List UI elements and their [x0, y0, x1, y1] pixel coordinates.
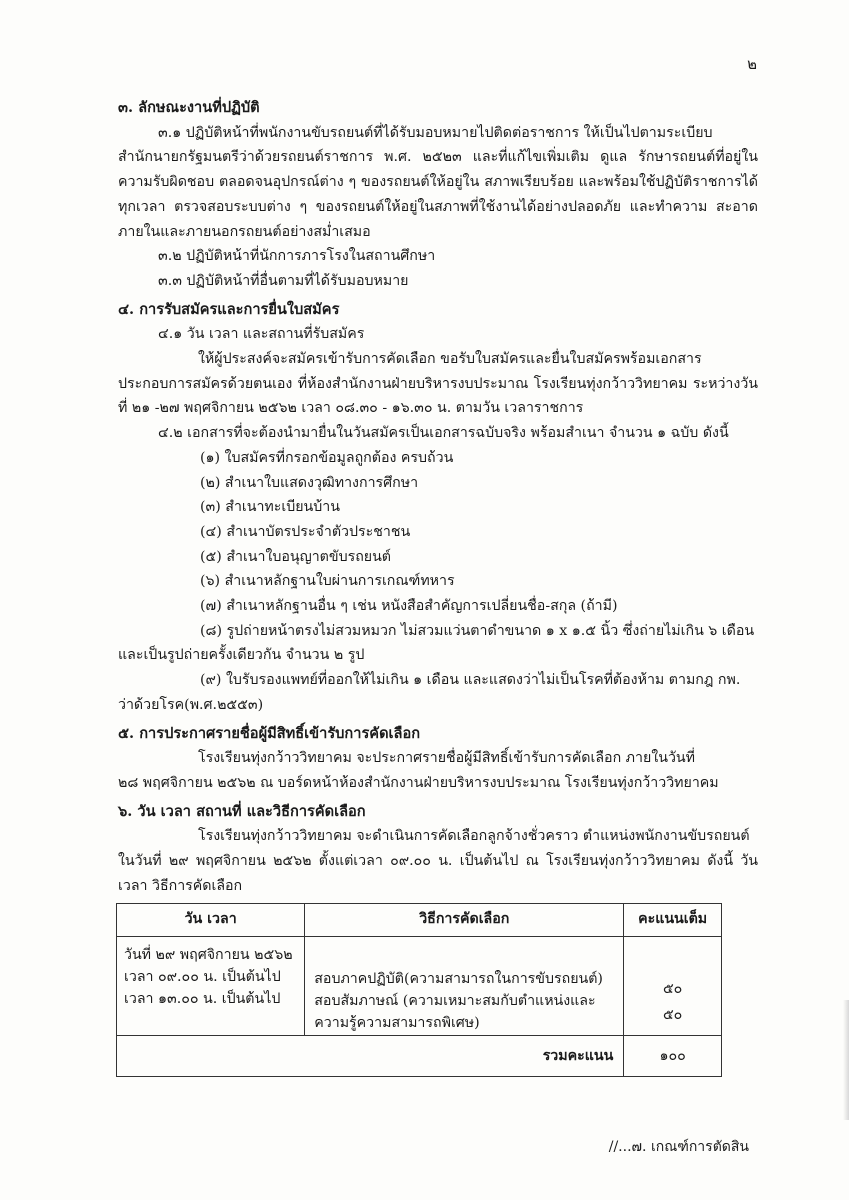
- date-line-3: เวลา ๑๓.๐๐ น. เป็นต้นไป: [124, 990, 281, 1007]
- section-4-1-title: ๔.๑ วัน เวลา และสถานที่รับสมัคร: [158, 326, 365, 343]
- table-header-row: [117, 903, 722, 936]
- section-6-heading: ๖. วัน เวลา สถานที่ และวิธีการคัดเลือก: [118, 802, 366, 820]
- section-3-1: [118, 121, 758, 245]
- section-4-heading: ๔. การรับสมัครและการยื่นใบสมัคร: [118, 300, 340, 318]
- section-3-1-line1: ๓.๑ ปฏิบัติหน้าที่พนักงานขับรถยนต์ที่ได้รับมอบหมายไปติดต่อราชการ ให้เป็นไปตามระเบียบ: [158, 124, 713, 141]
- cell-date-time: [117, 936, 305, 1035]
- date-line-2: เวลา ๐๙.๐๐ น. เป็นต้นไป: [124, 968, 281, 985]
- section-6-rest: ในวันที่ ๒๙ พฤศจิกายน ๒๕๖๒ ตั้งแต่เวลา ๐๙.๐๐ น. เป็นต้นไป ณ โรงเรียนทุ่งกว้าววิทยาคม ดังนี้ วัน เวลา วิธีการคัดเลือก: [118, 853, 758, 894]
- section-4-1-line1: ให้ผู้ประสงค์จะสมัครเข้ารับการคัดเลือก ขอรับใบสมัครและยื่นใบสมัครพร้อมเอกสาร: [198, 351, 702, 368]
- doc-item-9-line2: ว่าด้วยโรค(พ.ศ.๒๕๕๓): [118, 696, 264, 713]
- section-5-line2: ๒๘ พฤศจิกายน ๒๕๖๒ ณ บอร์ดหน้าห้องสำนักงานฝ่ายบริหารงบประมาณ โรงเรียนทุ่งกว้าววิทยาคม: [118, 774, 719, 791]
- header-method: วิธีการคัดเลือก: [305, 903, 624, 936]
- section-3-2: ๓.๒ ปฏิบัติหน้าที่นักการภารโรงในสถานศึกษา: [158, 248, 436, 265]
- section-5-heading: ๕. การประกาศรายชื่อผู้มีสิทธิ์เข้ารับการคัดเลือก: [118, 724, 421, 742]
- score-practical: ๕๐: [662, 980, 683, 997]
- page-number: ๒: [747, 55, 757, 73]
- section-3-1-rest: สำนักนายกรัฐมนตรีว่าด้วยรถยนต์ราชการ พ.ศ. ๒๕๒๓ และที่แก้ไขเพิ่มเติม ดูแล รักษารถยนต์ที่อยู่ในความรับผิดชอบ ตลอดจนอุปกรณ์ต่าง ๆ ของรถยนต์ให้อยู่ใน สภาพเรียบร้อย และพร้อมใช้ปฏิบัติราชการได้ทุกเวลา ตรวจสอบระบบต่าง ๆ ของรถยนต์ให้อยู่ในสภาพที่ใช้งานได้อย่างปลอดภัย และทำความ สะอาดภายในและภายนอกรถยนต์อย่างสม่ำเสมอ: [118, 149, 758, 240]
- method-interview: สอบสัมภาษณ์ (ความเหมาะสมกับตำแหน่งและความรู้ความสามารถพิเศษ): [314, 992, 596, 1031]
- cell-scores: [624, 936, 722, 1035]
- header-full-score: คะแนนเต็ม: [624, 903, 722, 936]
- scan-edge: [843, 1000, 849, 1120]
- method-practical: สอบภาคปฏิบัติ(ความสามารถในการขับรถยนต์): [314, 970, 603, 987]
- table-total-row: [117, 1035, 722, 1077]
- doc-item-8-line2: และเป็นรูปถ่ายครั้งเดียวกัน จำนวน ๒ รูป: [118, 647, 365, 664]
- doc-item-7: (๗) สำเนาหลักฐานอื่น ๆ เช่น หนังสือสำคัญการเปลี่ยนชื่อ-สกุล (ถ้ามี): [200, 598, 618, 615]
- selection-table: [116, 903, 722, 1078]
- doc-item-2: (๒) สำเนาใบแสดงวุฒิทางการศึกษา: [200, 474, 419, 491]
- section-6-body: [118, 824, 758, 898]
- doc-item-4: (๔) สำเนาบัตรประจำตัวประชาชน: [200, 523, 411, 540]
- doc-item-6: (๖) สำเนาหลักฐานใบผ่านการเกณฑ์ทหาร: [200, 573, 455, 590]
- score-interview: ๕๐: [662, 1006, 683, 1023]
- section-3-3: ๓.๓ ปฏิบัติหน้าที่อื่นตามที่ได้รับมอบหมาย: [158, 272, 409, 289]
- doc-item-1: (๑) ใบสมัครที่กรอกข้อมูลถูกต้อง ครบถ้วน: [200, 449, 454, 466]
- total-label: รวมคะแนน: [117, 1035, 624, 1077]
- section-4-2-title: ๔.๒ เอกสารที่จะต้องนำมายื่นในวันสมัครเป็นเอกสารฉบับจริง พร้อมสำเนา จำนวน ๑ ฉบับ ดังนี้: [158, 425, 729, 442]
- section-6-line1: โรงเรียนทุ่งกว้าววิทยาคม จะดำเนินการคัดเลือกลูกจ้างชั่วคราว ตำแหน่งพนักงานขับรถยนต์: [198, 828, 750, 845]
- total-value: ๑๐๐: [624, 1035, 722, 1077]
- document-body: [118, 96, 758, 1077]
- table-row: [117, 936, 722, 1035]
- section-3-heading: ๓. ลักษณะงานที่ปฏิบัติ: [118, 99, 260, 116]
- section-4-1-body: [118, 347, 758, 421]
- section-5-line1: โรงเรียนทุ่งกว้าววิทยาคม จะประกาศรายชื่อผู้มีสิทธิ์เข้ารับการคัดเลือก ภายในวันที่: [198, 750, 695, 767]
- cell-methods: [305, 936, 624, 1035]
- doc-item-3: (๓) สำเนาทะเบียนบ้าน: [200, 499, 340, 516]
- section-4-1-rest: ประกอบการสมัครด้วยตนเอง ที่ห้องสำนักงานฝ่ายบริหารงบประมาณ โรงเรียนทุ่งกว้าววิทยาคม ระหว่างวันที่ ๒๑ -๒๗ พฤศจิกายน ๒๕๖๒ เวลา ๐๘.๓๐ - ๑๖.๓๐ น. ตามวัน เวลาราชการ: [118, 375, 758, 417]
- header-date-time: วัน เวลา: [117, 903, 305, 936]
- doc-item-5: (๕) สำเนาใบอนุญาตขับรถยนต์: [200, 548, 392, 565]
- date-line-1: วันที่ ๒๙ พฤศจิกายน ๒๕๖๒: [124, 946, 293, 963]
- continuation-reference: //...๗. เกณฑ์การตัดสิน: [608, 1139, 749, 1155]
- doc-item-8-line1: (๘) รูปถ่ายหน้าตรงไม่สวมหมวก ไม่สวมแว่นตาดำขนาด ๑ x ๑.๕ นิ้ว ซึ่งถ่ายไม่เกิน ๖ เดือน: [200, 622, 755, 639]
- doc-item-9-line1: (๙) ใบรับรองแพทย์ที่ออกให้ไม่เกิน ๑ เดือน และแสดงว่าไม่เป็นโรคที่ต้องห้าม ตามกฎ กพ.: [200, 672, 741, 689]
